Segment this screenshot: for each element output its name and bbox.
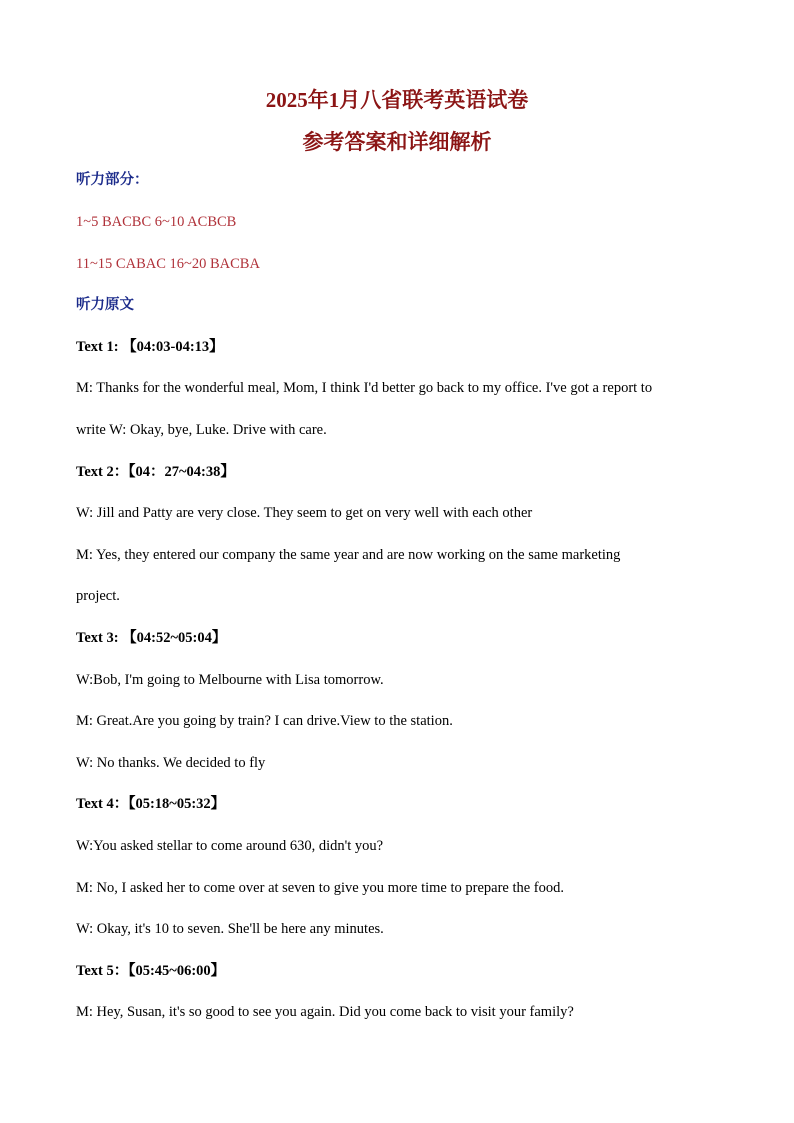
transcript-line: M: Hey, Susan, it's so good to see you again. Did you come back to visit your family?: [76, 1004, 574, 1020]
text-heading: Text 3: 【04:52~05:04】: [76, 630, 227, 646]
transcript-line: W: No thanks. We decided to fly: [76, 755, 266, 771]
transcript-line: write W: Okay, bye, Luke. Drive with care.: [76, 422, 327, 438]
transcript-line: M: Thanks for the wonderful meal, Mom, I think I'd better go back to my office. I've got a report to: [76, 380, 653, 396]
transcript-heading: 听力原文: [76, 297, 134, 313]
transcript-line: M: Yes, they entered our company the same year and are now working on the same marketing: [76, 547, 621, 563]
transcript-line: project.: [76, 588, 120, 604]
transcript-line: M: Great.Are you going by train? I can drive.View to the station.: [76, 713, 453, 729]
page-title: 2025年1月八省联考英语试卷: [265, 88, 529, 112]
transcript-line: W:Bob, I'm going to Melbourne with Lisa tomorrow.: [76, 672, 384, 688]
text-heading: Text 5：【05:45~06:00】: [76, 963, 226, 979]
answer-line: 1~5 BACBC 6~10 ACBCB: [76, 214, 237, 230]
text-heading: Text 4：【05:18~05:32】: [76, 796, 226, 812]
answer-line: 11~15 CABAC 16~20 BACBA: [76, 256, 260, 272]
listening-heading: 听力部分：: [76, 172, 149, 188]
text-heading: Text 2：【04：27~04:38】: [76, 464, 235, 480]
transcript-line: W:You asked stellar to come around 630, didn't you?: [76, 838, 384, 854]
page-subtitle: 参考答案和详细解析: [302, 130, 492, 154]
transcript-line: M: No, I asked her to come over at seven to give you more time to prepare the food.: [76, 880, 565, 896]
text-heading: Text 1: 【04:03-04:13】: [76, 339, 224, 355]
transcript-line: W: Jill and Patty are very close. They seem to get on very well with each other: [76, 505, 533, 521]
transcript-line: W: Okay, it's 10 to seven. She'll be here any minutes.: [76, 921, 384, 937]
